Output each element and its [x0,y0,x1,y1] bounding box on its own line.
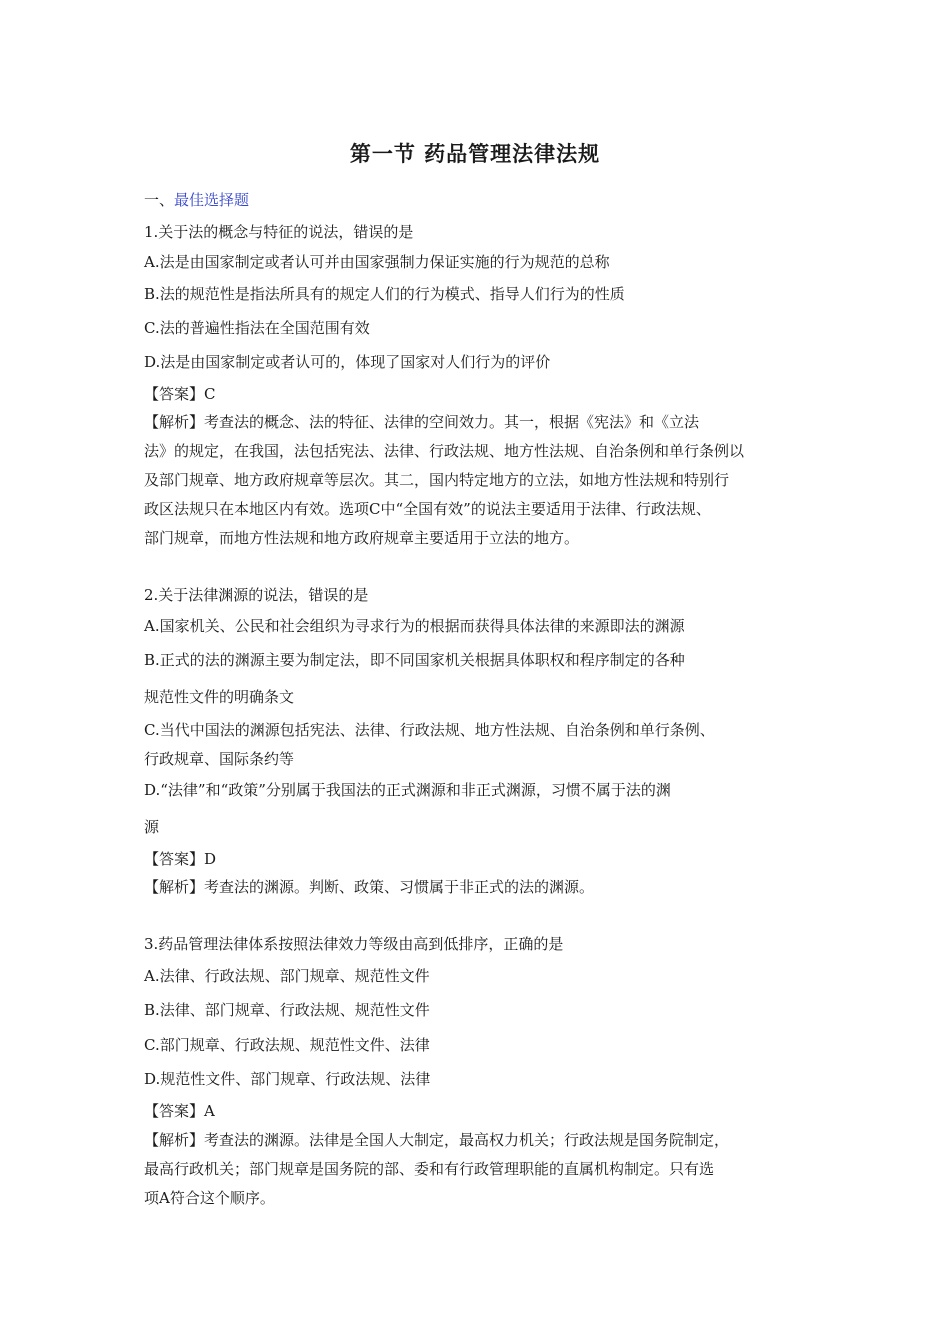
question-2-analysis-line: 【解析】考查法的渊源。判断、政策、习惯属于非正式的法的渊源。 [144,878,595,896]
question-3-analysis-line: 【解析】考查法的渊源。法律是全国人大制定，最高权力机关；行政法规是国务院制定， [144,1131,730,1149]
question-1-answer: 【答案】C [144,385,216,403]
question-1-analysis-line: 政区法规只在本地区内有效。选项C中“全国有效”的说法主要适用于法律、行政法规、 [144,500,711,518]
question-3-analysis-line: 最高行政机关；部门规章是国务院的部、委和有行政管理职能的直属机构制定。只有选 [144,1160,715,1178]
question-1-option-b: B.法的规范性是指法所具有的规定人们的行为模式、指导人们行为的性质 [144,285,625,303]
question-3-option-c: C.部门规章、行政法规、规范性文件、法律 [144,1036,430,1054]
question-2-option-b: B.正式的法的渊源主要为制定法，即不同国家机关根据具体职权和程序制定的各种 [144,651,685,669]
question-2-option-d: D.“法律”和“政策”分别属于我国法的正式渊源和非正式渊源，习惯不属于法的渊 [144,781,671,799]
page-title: 第一节 药品管理法律法规 [349,142,601,166]
question-2-option-c: C.当代中国法的渊源包括宪法、法律、行政法规、地方性法规、自治条例和单行条例、 [144,721,715,739]
section-heading [144,190,824,210]
question-3-answer: 【答案】A [144,1102,215,1120]
question-2-option-d-cont: 源 [144,818,160,836]
question-1-option-d: D.法是由国家制定或者认可的，体现了国家对人们行为的评价 [144,353,551,371]
question-3-analysis-line: 项A符合这个顺序。 [144,1189,275,1207]
question-1-analysis-line: 部门规章，而地方性法规和地方政府规章主要适用于立法的地方。 [144,529,580,547]
question-1-stem: 1.关于法的概念与特征的说法，错误的是 [144,223,414,241]
section-number: 一、 [144,191,175,209]
question-3-option-d: D.规范性文件、部门规章、行政法规、法律 [144,1070,431,1088]
question-2-option-c-cont: 行政规章、国际条约等 [144,750,295,768]
question-3-option-a: A.法律、行政法规、部门规章、规范性文件 [144,967,430,985]
question-1-option-c: C.法的普遍性指法在全国范围有效 [144,319,370,337]
question-2-stem: 2.关于法律渊源的说法，错误的是 [144,586,369,604]
question-2-option-a: A.国家机关、公民和社会组织为寻求行为的根据而获得具体法律的来源即法的渊源 [144,617,685,635]
question-1-analysis-line: 及部门规章、地方政府规章等层次。其二，国内特定地方的立法，如地方性法规和特别行 [144,471,730,489]
question-3-option-b: B.法律、部门规章、行政法规、规范性文件 [144,1001,430,1019]
question-1-option-a: A.法是由国家制定或者认可并由国家强制力保证实施的行为规范的总称 [144,253,610,271]
question-1-analysis-line: 法》的规定，在我国，法包括宪法、法律、行政法规、地方性法规、自治条例和单行条例以 [144,442,745,460]
question-1-analysis-line: 【解析】考查法的概念、法的特征、法律的空间效力。其一，根据《宪法》和《立法 [144,413,700,431]
section-label: 最佳选择题 [174,191,250,209]
question-3-stem: 3.药品管理法律体系按照法律效力等级由高到低排序，正确的是 [144,935,564,953]
question-2-answer: 【答案】D [144,850,217,868]
question-2-option-b-cont: 规范性文件的明确条文 [144,688,295,706]
